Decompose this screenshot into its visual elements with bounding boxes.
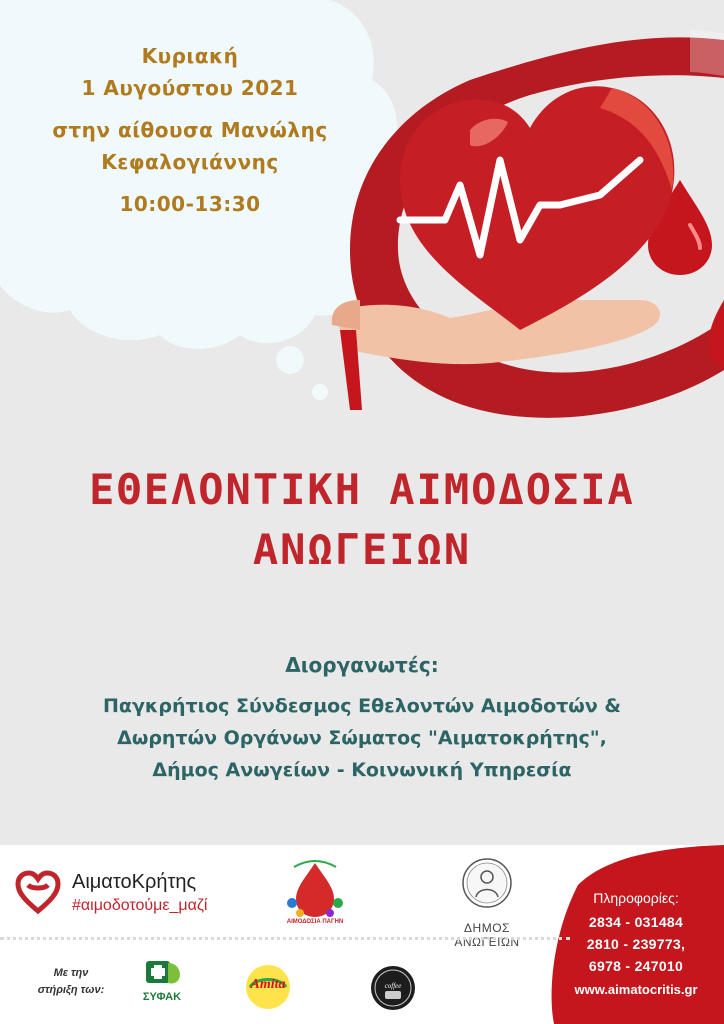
phone-2[interactable]: 2810 - 239773, (586, 936, 686, 952)
organizers-line1: Παγκρήτιος Σύνδεσμος Εθελοντών Αιμοδοτών & (103, 695, 621, 717)
heart-logo-icon (14, 869, 62, 917)
footer (0, 845, 724, 1024)
event-time: 10:00-13:30 (119, 192, 261, 216)
event-venue-line2: Κεφαλογιάννης (101, 150, 279, 174)
aimatokritis-logo (14, 865, 244, 925)
phone-1[interactable]: 2834 - 031484 (588, 914, 684, 930)
organizers-heading: Διοργανωτές: (285, 653, 439, 677)
page-title (0, 460, 724, 580)
event-day: Κυριακή (141, 44, 239, 68)
website-link[interactable]: www.aimatocritis.gr (574, 982, 698, 997)
sponsor-coffee-logo (370, 965, 416, 1011)
dotted-divider (0, 937, 570, 940)
brand-hashtag: #αιμοδοτούμε_μαζί (72, 897, 208, 914)
event-venue-line1: στην αίθουσα Μανώλης (52, 118, 328, 142)
support-line1: Με την (53, 967, 89, 979)
phone-3[interactable]: 6978 - 247010 (588, 958, 684, 974)
organizers-line3: Δήμος Ανωγείων - Κοινωνική Υπηρεσία (152, 759, 572, 781)
contact-info (552, 885, 720, 1003)
organizers-section (20, 648, 704, 786)
event-date: 1 Αυγούστου 2021 (81, 76, 299, 100)
coffee-label: coffee (384, 982, 402, 990)
brand-name: ΑιματοΚρήτης (72, 871, 197, 893)
event-info (0, 40, 380, 220)
title-line2: ΑΝΩΓΕΙΩΝ (252, 525, 472, 574)
paghn-label: ΑΙΜΟΔΟΣΙΑ ΠΑΓΗΝ (286, 919, 344, 925)
info-heading: Πληροφορίες: (593, 890, 679, 906)
dimos-label: ΔΗΜΟΣ ΑΝΩΓΕΙΩΝ (454, 921, 520, 949)
support-line2: στήριξη των: (37, 984, 105, 996)
amita-label: Amita (250, 977, 286, 992)
syfak-icon (132, 957, 192, 991)
syfak-label: ΣΥΦΑΚ (142, 991, 182, 1003)
sponsor-amita-logo (244, 961, 292, 1013)
sponsor-syfak-logo (132, 957, 192, 1013)
aimodosia-paghn-logo (278, 857, 352, 937)
organizers-line2: Δωρητών Οργάνων Σώματος "Αιματοκρήτης", (117, 727, 607, 749)
blood-drop-logo-icon (278, 857, 352, 919)
dimos-anogeion-logo (432, 853, 542, 949)
heart-icon (400, 86, 674, 330)
title-line1: ΕΘΕΛΟΝΤΙΚΗ ΑΙΜΟΔΟΣΙΑ (89, 465, 635, 514)
support-label (26, 965, 116, 999)
municipality-seal-icon (432, 853, 542, 917)
